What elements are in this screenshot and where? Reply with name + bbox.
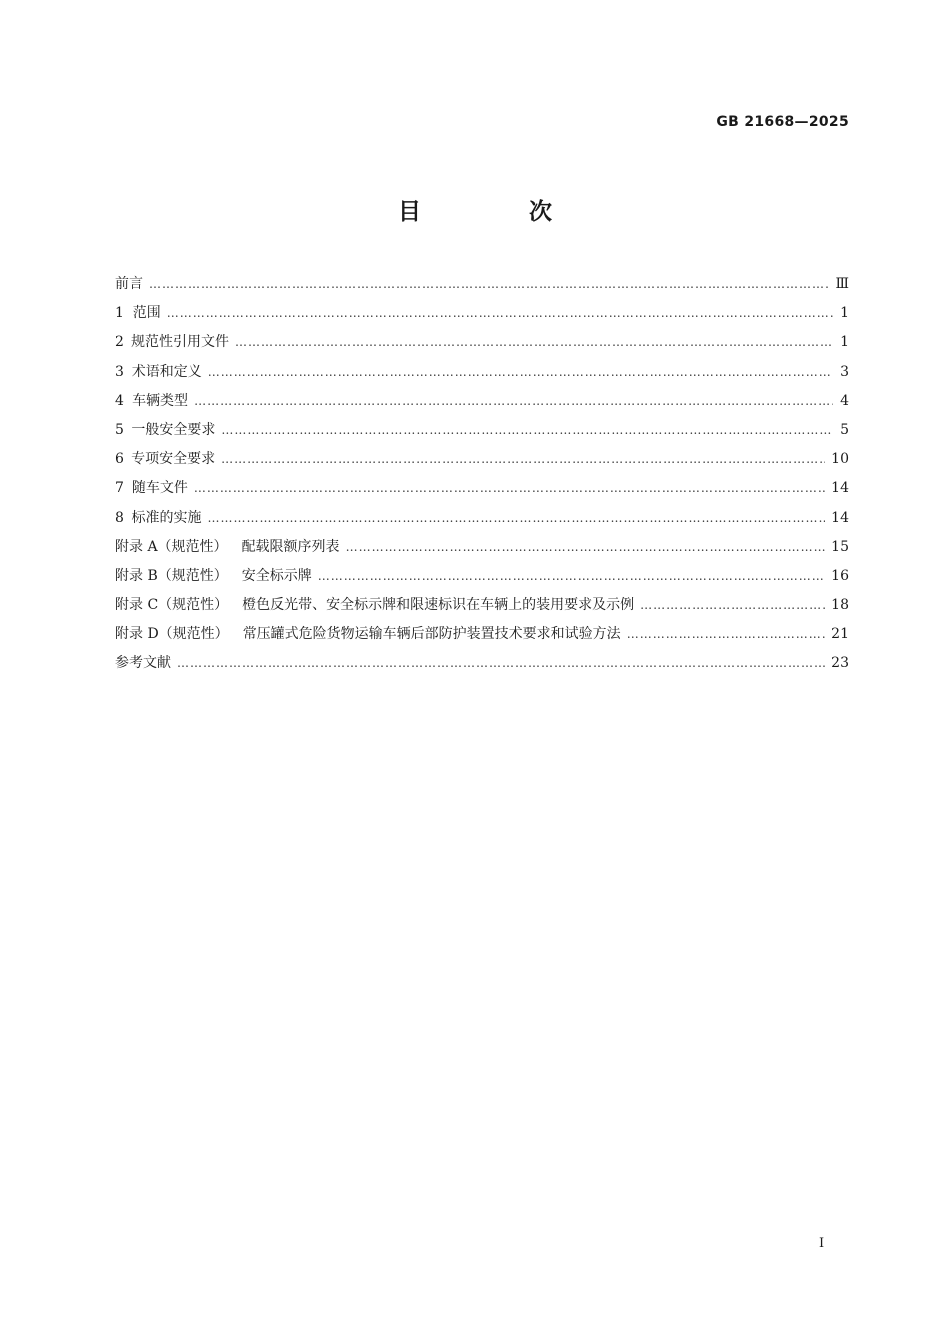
toc-entry-title: 术语和定义	[131, 363, 202, 380]
toc-entry-normative-references[interactable]	[115, 328, 849, 357]
toc-entry-annex-d[interactable]	[115, 620, 849, 649]
toc-entry-page: 21	[831, 626, 849, 643]
dot-leader	[208, 358, 833, 387]
toc-entry-page: 18	[831, 597, 849, 614]
toc-entry-title: 车辆类型	[132, 392, 189, 409]
toc-annex-label: 附录 C（规范性）	[115, 597, 229, 614]
toc-entry-title: 配载限额序列表	[241, 538, 340, 555]
dot-leader	[194, 387, 833, 416]
toc-entry-terms-definitions[interactable]	[115, 358, 849, 387]
toc-entry-number: 1	[115, 305, 124, 322]
toc-entry-title: 常压罐式危险货物运输车辆后部防护装置技术要求和试验方法	[242, 626, 621, 643]
toc-entry-number: 4	[115, 392, 124, 409]
toc-entry-title: 橙色反光带、安全标示牌和限速标识在车辆上的装用要求及示例	[242, 597, 635, 614]
toc-entry-page: 14	[831, 509, 849, 526]
toc-annex-label: 附录 D（规范性）	[115, 626, 229, 643]
toc-entry-vehicle-types[interactable]	[115, 387, 849, 416]
toc-entry-number: 7	[115, 480, 124, 497]
toc-entry-page: 23	[831, 655, 849, 672]
toc-entry-title: 随车文件	[131, 480, 188, 497]
toc-annex-label: 附录 A（规范性）	[115, 538, 228, 555]
toc-entry-general-safety[interactable]	[115, 416, 849, 445]
toc-entry-page: 10	[831, 451, 849, 468]
dot-leader	[221, 416, 833, 445]
toc-entry-foreword[interactable]	[115, 270, 849, 299]
toc-entry-annex-c[interactable]	[115, 591, 849, 620]
toc-entry-number: 6	[115, 451, 124, 468]
dot-leader	[221, 445, 825, 474]
toc-entry-page: 1	[840, 305, 849, 322]
toc-entry-page: 3	[840, 363, 849, 380]
dot-leader	[149, 270, 829, 299]
dot-leader	[627, 620, 825, 649]
dot-leader	[235, 328, 833, 357]
toc-entry-title: 安全标示牌	[241, 567, 312, 584]
dot-leader	[194, 474, 825, 503]
toc-entry-annex-a[interactable]	[115, 533, 849, 562]
toc-entry-special-safety[interactable]	[115, 445, 849, 474]
dot-leader	[640, 591, 825, 620]
dot-leader	[346, 533, 826, 562]
toc-entry-number: 2	[115, 334, 124, 351]
dot-leader	[318, 562, 825, 591]
toc-entry-title: 标准的实施	[131, 509, 202, 526]
toc-entry-title: 一般安全要求	[131, 421, 216, 438]
dot-leader	[177, 649, 825, 678]
toc-entry-page: 16	[831, 567, 849, 584]
toc-entry-page: 14	[831, 480, 849, 497]
toc-entry-title: 参考文献	[115, 655, 171, 672]
toc-entry-title: 专项安全要求	[131, 451, 216, 468]
toc-entry-page: 5	[840, 421, 849, 438]
toc-entry-annex-b[interactable]	[115, 562, 849, 591]
toc-entry-implementation[interactable]	[115, 504, 849, 533]
toc-annex-label: 附录 B（规范性）	[115, 567, 228, 584]
toc-title: 目 次	[397, 199, 602, 225]
toc-entry-page: Ⅲ	[835, 276, 849, 292]
toc-entry-page: 4	[840, 392, 849, 409]
toc-entry-number: 8	[115, 509, 124, 526]
toc-entry-number: 3	[115, 363, 124, 380]
toc-entry-title: 范围	[132, 305, 161, 322]
toc-entry-bibliography[interactable]	[115, 649, 849, 678]
toc-entry-title: 前言	[115, 276, 143, 292]
dot-leader	[167, 299, 833, 328]
table-of-contents	[115, 270, 849, 679]
toc-entry-page: 1	[840, 334, 849, 351]
page-number: Ⅰ	[819, 1236, 825, 1251]
toc-entry-title: 规范性引用文件	[130, 334, 229, 351]
toc-entry-scope[interactable]	[115, 299, 849, 328]
toc-entry-page: 15	[831, 538, 849, 555]
toc-entry-number: 5	[115, 421, 124, 438]
dot-leader	[208, 504, 826, 533]
toc-entry-vehicle-documents[interactable]	[115, 474, 849, 503]
standard-code: GB 21668—2025	[716, 114, 849, 130]
